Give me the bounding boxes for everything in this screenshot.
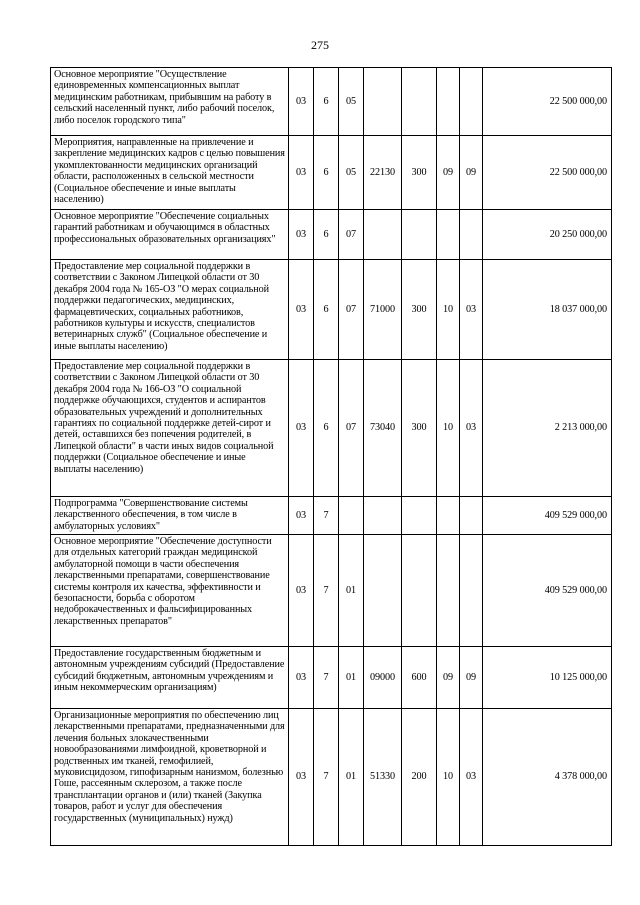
cell-direction xyxy=(364,210,402,260)
row-name: Основное мероприятие "Обеспечение социальных гарантий работникам и обучающимся в областных профессиональных образовательных организациях" xyxy=(51,210,289,260)
cell-program: 03 xyxy=(289,497,314,535)
cell-expense-type: 300 xyxy=(402,360,437,497)
cell-expense-type xyxy=(402,210,437,260)
row-name: Предоставление мер социальной поддержки в соответствии с Законом Липецкой области от 30 декабря 2004 года № 166-ОЗ "О социальной поддержке обучающихся, студентов и аспирантов образовательных учреждений и дополнительных гарантиях по социальной поддержке детей-сирот и детей, оставшихся без попечения родителей, в Липецкой области" в части иных видов социальной поддержки (Социальное обеспечение и иные выплаты населению) xyxy=(51,360,289,497)
cell-expense-type: 300 xyxy=(402,136,437,210)
row-name: Предоставление мер социальной поддержки в соответствии с Законом Липецкой области от 30 декабря 2004 года № 165-ОЗ "О мерах социальной поддержки педагогических, медицинских, фармацевтических, социальных работников, работников культуры и искусств, специалистов ветеринарных служб" (Социальное обеспечение и иные выплаты населению) xyxy=(51,260,289,360)
cell-event: 07 xyxy=(339,260,364,360)
cell-expense-type: 600 xyxy=(402,647,437,709)
cell-subsection xyxy=(460,68,483,136)
cell-event: 07 xyxy=(339,210,364,260)
cell-sum: 10 125 000,00 xyxy=(483,647,612,709)
cell-expense-type: 300 xyxy=(402,260,437,360)
cell-subprogram: 6 xyxy=(314,68,339,136)
cell-expense-type xyxy=(402,497,437,535)
row-name: Предоставление государственным бюджетным и автономным учреждениям субсидий (Предоставление субсидий бюджетным, автономным учреждениям и иным некоммерческим организациям) xyxy=(51,647,289,709)
cell-program: 03 xyxy=(289,136,314,210)
cell-sum: 22 500 000,00 xyxy=(483,136,612,210)
cell-direction: 09000 xyxy=(364,647,402,709)
cell-program: 03 xyxy=(289,709,314,846)
table-row xyxy=(51,210,612,260)
cell-expense-type xyxy=(402,68,437,136)
cell-subprogram: 6 xyxy=(314,360,339,497)
table-row xyxy=(51,535,612,647)
cell-section xyxy=(437,535,460,647)
cell-subprogram: 7 xyxy=(314,709,339,846)
cell-direction: 51330 xyxy=(364,709,402,846)
table-row xyxy=(51,709,612,846)
table-row xyxy=(51,360,612,497)
table-row xyxy=(51,497,612,535)
row-name: Организационные мероприятия по обеспечению лиц лекарственными препаратами, предназначенными для лечения больных злокачественными новообразованиями лимфоидной, кроветворной и родственных им тканей, гемофилией, муковисцидозом, гипофизарным нанизмом, болезнью Гоше, рассеянным склерозом, а также после трансплантации органов и (или) тканей (Закупка товаров, работ и услуг для обеспечения государственных (муниципальных) нужд) xyxy=(51,709,289,846)
cell-program: 03 xyxy=(289,535,314,647)
cell-direction xyxy=(364,68,402,136)
cell-direction: 73040 xyxy=(364,360,402,497)
cell-subsection xyxy=(460,210,483,260)
cell-sum: 409 529 000,00 xyxy=(483,535,612,647)
cell-sum: 18 037 000,00 xyxy=(483,260,612,360)
cell-event: 01 xyxy=(339,647,364,709)
cell-sum: 409 529 000,00 xyxy=(483,497,612,535)
budget-table xyxy=(50,67,612,846)
cell-direction: 71000 xyxy=(364,260,402,360)
row-name: Основное мероприятие "Обеспечение доступности для отдельных категорий граждан медицинской амбулаторной помощи в части обеспечения лекарственными препаратами, совершенствование системы контроля их качества, эффективности и безопасности, борьба с оборотом недоброкачественных и фальсифицированных лекарственных препаратов" xyxy=(51,535,289,647)
cell-program: 03 xyxy=(289,260,314,360)
cell-sum: 20 250 000,00 xyxy=(483,210,612,260)
table-row xyxy=(51,260,612,360)
row-name: Основное мероприятие "Осуществление единовременных компенсационных выплат медицинским работникам, прибывшим на работу в сельский населенный пункт, либо рабочий поселок, либо поселок городского типа" xyxy=(51,68,289,136)
cell-program: 03 xyxy=(289,647,314,709)
cell-subsection xyxy=(460,497,483,535)
row-name: Мероприятия, направленные на привлечение и закрепление медицинских кадров с целью повышения укомплектованности медицинских организаций области, расположенных в сельской местности (Социальное обеспечение и иные выплаты населению) xyxy=(51,136,289,210)
cell-program: 03 xyxy=(289,210,314,260)
cell-section: 09 xyxy=(437,136,460,210)
cell-event: 05 xyxy=(339,136,364,210)
cell-direction xyxy=(364,497,402,535)
cell-subprogram: 7 xyxy=(314,647,339,709)
cell-section: 09 xyxy=(437,647,460,709)
cell-subprogram: 6 xyxy=(314,210,339,260)
cell-direction xyxy=(364,535,402,647)
cell-program: 03 xyxy=(289,68,314,136)
cell-subsection: 09 xyxy=(460,136,483,210)
cell-event: 01 xyxy=(339,709,364,846)
cell-subprogram: 7 xyxy=(314,497,339,535)
cell-program: 03 xyxy=(289,360,314,497)
page-number: 275 xyxy=(311,38,329,52)
cell-subprogram: 7 xyxy=(314,535,339,647)
cell-event: 07 xyxy=(339,360,364,497)
cell-direction: 22130 xyxy=(364,136,402,210)
table-row xyxy=(51,68,612,136)
table-row xyxy=(51,647,612,709)
cell-section: 10 xyxy=(437,260,460,360)
cell-section: 10 xyxy=(437,360,460,497)
cell-expense-type: 200 xyxy=(402,709,437,846)
cell-subsection: 03 xyxy=(460,709,483,846)
cell-subsection: 03 xyxy=(460,260,483,360)
cell-event: 01 xyxy=(339,535,364,647)
cell-sum: 22 500 000,00 xyxy=(483,68,612,136)
cell-event: 05 xyxy=(339,68,364,136)
cell-section xyxy=(437,210,460,260)
cell-sum: 2 213 000,00 xyxy=(483,360,612,497)
cell-section xyxy=(437,68,460,136)
cell-section xyxy=(437,497,460,535)
cell-subprogram: 6 xyxy=(314,260,339,360)
cell-event xyxy=(339,497,364,535)
cell-subsection: 09 xyxy=(460,647,483,709)
cell-subsection: 03 xyxy=(460,360,483,497)
cell-sum: 4 378 000,00 xyxy=(483,709,612,846)
cell-subsection xyxy=(460,535,483,647)
table-row xyxy=(51,136,612,210)
cell-subprogram: 6 xyxy=(314,136,339,210)
cell-section: 10 xyxy=(437,709,460,846)
row-name: Подпрограмма "Совершенствование системы лекарственного обеспечения, в том числе в амбулаторных условиях" xyxy=(51,497,289,535)
cell-expense-type xyxy=(402,535,437,647)
